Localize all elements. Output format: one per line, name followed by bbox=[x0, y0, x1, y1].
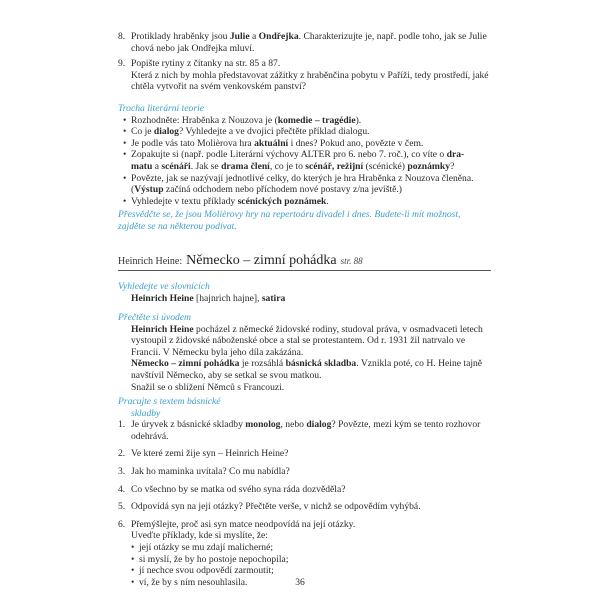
bold-term: aktuální bbox=[254, 137, 289, 149]
bold-term: scénáři bbox=[161, 160, 191, 172]
note-line: Přesvědčte se, že jsou Molièrovy hry na repertoáru divadel i dnes. Budete-li mít možnost, bbox=[118, 209, 461, 220]
question-8 bbox=[0, 31, 600, 54]
dictionary-section bbox=[0, 281, 600, 304]
tasks-section bbox=[0, 396, 600, 588]
option-item bbox=[0, 542, 499, 554]
bullet-item bbox=[0, 173, 491, 185]
text: Je úryvek z básnické skladby bbox=[131, 419, 246, 431]
chapter-heading bbox=[118, 251, 363, 269]
bullet-item bbox=[0, 115, 491, 127]
bullet-icon: • bbox=[123, 195, 127, 207]
text: (scénické) bbox=[363, 160, 408, 172]
theory-section bbox=[0, 103, 600, 207]
text: Jak ho maminka uvítala? Co mu nabídla? bbox=[131, 465, 290, 477]
task-number: 1. bbox=[118, 419, 126, 431]
bold-term: dialog bbox=[306, 419, 332, 431]
bold-term: poznámky bbox=[407, 160, 451, 172]
text: [hajnrich hajne], bbox=[193, 292, 262, 304]
text: jí nechce svou odpovědí zarmoutit; bbox=[139, 565, 274, 577]
bold-term: dialog bbox=[153, 126, 179, 138]
text: začíná odchodem nebo příchodem nové postavy z/na jeviště.) bbox=[163, 184, 402, 196]
text: ? Vyhledejte a ve dvojici přečtěte příklad dialogu. bbox=[178, 126, 370, 138]
text: si myslí, že by ho postoje nepochopila; bbox=[139, 553, 289, 565]
text: ( bbox=[131, 184, 135, 196]
bold-term: komedie – tragédie bbox=[277, 114, 356, 126]
bullet-icon: • bbox=[131, 541, 135, 553]
question-9 bbox=[0, 58, 600, 93]
bold-term: drama člení bbox=[221, 160, 270, 172]
text-line bbox=[0, 324, 491, 336]
bold-term: básnická skladba bbox=[285, 358, 357, 370]
bold-term: Heinrich Heine bbox=[131, 292, 194, 304]
bullet-icon: • bbox=[123, 149, 127, 161]
text-line: Popište rytiny z čítanky na str. 85 a 87. bbox=[131, 58, 281, 69]
question-number: 8. bbox=[118, 31, 126, 42]
text: její otázky se mu zdají malicherné; bbox=[139, 541, 273, 553]
option-item bbox=[0, 565, 499, 577]
text: a bbox=[249, 31, 259, 42]
text: Odpovídá syn na její otázky? Přečtěte verše, v nichž se odpovědím vyhýbá. bbox=[131, 501, 421, 513]
bullet-icon: • bbox=[131, 565, 135, 577]
text: Co všechno by se matka od svého syna ráda dozvěděla? bbox=[131, 483, 346, 495]
task-number: 2. bbox=[118, 448, 126, 460]
bold-term: Německo – zimní pohádka bbox=[131, 358, 240, 370]
task-number: 4. bbox=[118, 483, 126, 495]
text: ví, že by s ním nesouhlasila. bbox=[139, 576, 248, 588]
task-2 bbox=[0, 448, 600, 460]
bold-term: monolog bbox=[245, 419, 281, 431]
text: , nebo bbox=[280, 419, 307, 431]
text: Zopakujte si (např. podle Literární výchovy ALTER pro 6. nebo 7. roč.), co víte o bbox=[131, 149, 447, 161]
bullet-icon: • bbox=[123, 137, 127, 149]
heading-rule bbox=[118, 270, 491, 271]
text-line: Francii. V Německu byla jeho díla zakázána. bbox=[131, 346, 304, 358]
heading-title: Německo – zimní pohádka bbox=[186, 253, 337, 268]
task-number: 3. bbox=[118, 465, 126, 477]
intro-section bbox=[0, 312, 600, 393]
bullet-icon: • bbox=[131, 553, 135, 565]
text: Povězte, jak se nazývají jednotlivé celky, do kterých je hra Hraběnka z Nouzova členěna. bbox=[131, 172, 474, 184]
text: Protiklady hraběnky jsou bbox=[131, 31, 230, 42]
text-line: odehrává. bbox=[131, 430, 169, 442]
task-4 bbox=[0, 484, 600, 496]
task-number: 6. bbox=[118, 518, 126, 530]
heading-author: Heinrich Heine: bbox=[118, 256, 183, 267]
text: Je podle vás tato Molièrova hra bbox=[131, 137, 255, 149]
bold-term: Výstup bbox=[134, 184, 164, 196]
text-line: Která z nich by mohla představovat zážitky z hraběnčina pobytu v Paříži, tedy prostředí, jaké bbox=[131, 69, 489, 81]
text: i dnes? Pokud ano, povězte v čem. bbox=[288, 137, 424, 149]
text-line bbox=[0, 293, 491, 305]
bullet-item bbox=[0, 138, 491, 150]
bold-term: satira bbox=[261, 292, 286, 304]
section-heading: Přečtěte si úvodem bbox=[118, 312, 191, 323]
bold-term: Ondřejka bbox=[258, 31, 299, 42]
bold-term: scénických poznámek bbox=[237, 195, 327, 207]
section-heading: Vyhledejte ve slovnících bbox=[118, 281, 210, 292]
text: ). bbox=[355, 114, 362, 126]
note-line: zajděte se na některou podívat. bbox=[118, 220, 237, 232]
bold-term: matu bbox=[131, 160, 153, 172]
bold-term: scénář, režijní bbox=[305, 160, 364, 172]
bullet-icon: • bbox=[123, 172, 127, 184]
text: Co je bbox=[131, 126, 154, 138]
bullet-icon: • bbox=[131, 576, 135, 588]
bullet-icon: • bbox=[123, 126, 127, 138]
text: . Vznikla poté, co H. Heine tajně bbox=[356, 358, 483, 370]
text-line: chová nebo jak Ondřejka mluví. bbox=[131, 42, 255, 54]
section-heading bbox=[0, 396, 600, 408]
text: je rozsáhlá bbox=[239, 358, 286, 370]
text: ? Povězte, mezi kým se tento rozhovor bbox=[331, 419, 481, 431]
text: , co je to bbox=[269, 160, 306, 172]
text-line bbox=[0, 358, 491, 370]
heading-page-ref: str. 88 bbox=[340, 256, 363, 266]
text: . Jak se bbox=[190, 160, 222, 172]
section-heading: Trocha literární teorie bbox=[118, 103, 204, 114]
note-block bbox=[0, 209, 600, 232]
bullet-item bbox=[0, 149, 491, 161]
text-line: chtěla vytvořit na svém venkovském panství? bbox=[131, 81, 307, 93]
task-1 bbox=[0, 419, 600, 431]
bullet-item bbox=[0, 126, 491, 138]
task-3 bbox=[0, 466, 600, 478]
text: Vyhledejte v textu příklady bbox=[131, 195, 238, 207]
question-number: 9. bbox=[118, 58, 126, 69]
page-number: 36 bbox=[295, 577, 305, 588]
text: Ve které zemi žije syn – Heinrich Heine? bbox=[131, 448, 289, 460]
text-line: navštívil Německo, aby se setkal se svou matkou. bbox=[131, 369, 322, 381]
text-line bbox=[0, 161, 491, 173]
text-line: Snažil se o sblížení Němců s Francouzi. bbox=[131, 381, 285, 393]
text: ? bbox=[450, 160, 455, 172]
text-line bbox=[0, 184, 491, 196]
bullet-icon: • bbox=[123, 114, 127, 126]
text: a bbox=[152, 160, 162, 172]
section-heading-cont: skladby bbox=[131, 407, 161, 419]
heading-part: Pracujte s textem básnické bbox=[118, 396, 221, 407]
option-item bbox=[0, 554, 499, 566]
text: . Charakterizujte je, např. podle toho, jak se Julie bbox=[298, 31, 487, 42]
text: Přemýšlejte, proč asi syn matce neodpovídá na její otázky. bbox=[131, 518, 356, 530]
task-5 bbox=[0, 501, 600, 513]
bullet-item bbox=[0, 196, 491, 208]
text: Rozhodněte: Hraběnka z Nouzova je ( bbox=[131, 114, 278, 126]
bold-term: dra- bbox=[446, 149, 465, 161]
bold-term: Heinrich Heine bbox=[131, 323, 194, 335]
task-6 bbox=[0, 519, 600, 531]
text: pocházel z německé židovské rodiny, studoval práva, v osmadvaceti letech bbox=[193, 323, 483, 335]
bold-term: Julie bbox=[229, 31, 250, 42]
task-number: 5. bbox=[118, 501, 126, 513]
text-line: vystoupil z židovské náboženské obce a stal se protestantem. Od r. 1931 žil natrvalo ve bbox=[131, 335, 466, 347]
text: . bbox=[326, 195, 329, 207]
text-line: Uveďte příklady, kde si myslíte, že: bbox=[131, 530, 268, 542]
